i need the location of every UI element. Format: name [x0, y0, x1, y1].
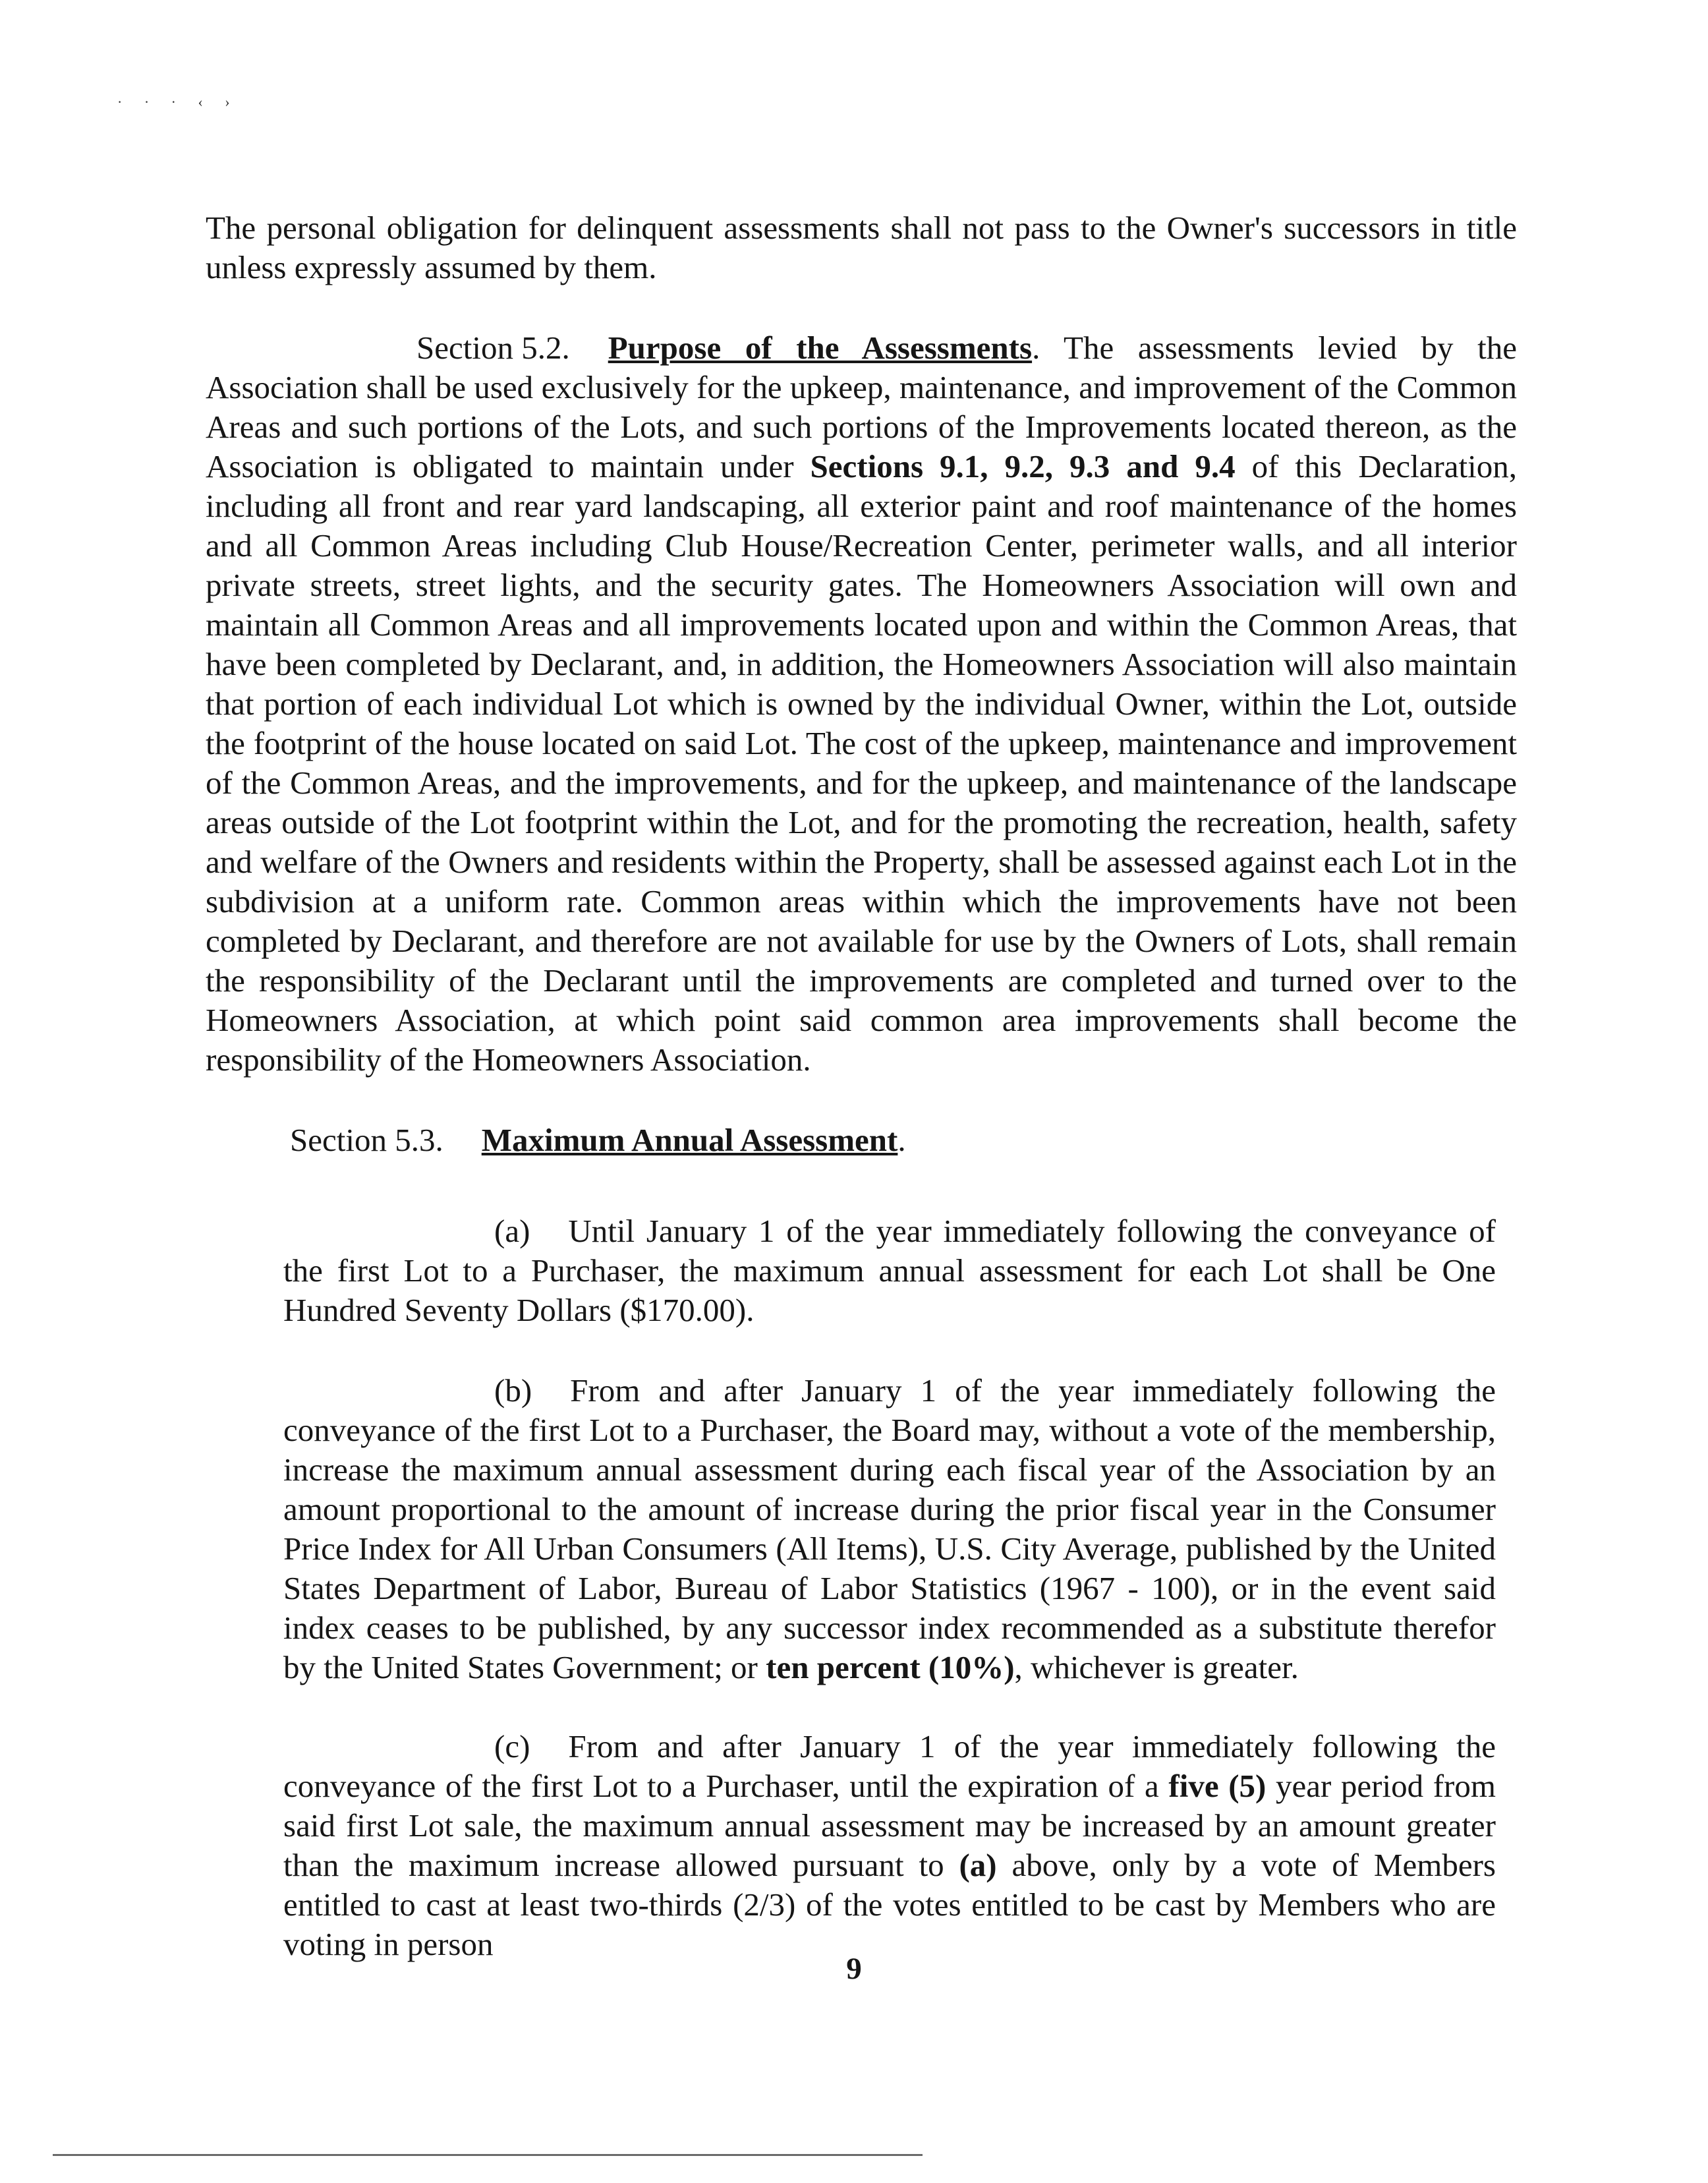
subsection-text-end: , whichever is greater. — [1014, 1649, 1299, 1685]
subsection-bold: ten percent (10%) — [766, 1649, 1015, 1685]
subsection-bold-period: five (5) — [1168, 1768, 1267, 1804]
scan-artifact-marks: · · · ‹ › — [117, 94, 239, 110]
paragraph-text: The personal obligation for delinquent assessments shall not pass to the Owner's successors in title unless expressly assumed by them. — [206, 210, 1517, 285]
subsection-label: (b) — [494, 1372, 532, 1409]
subsection-label: (a) — [494, 1213, 530, 1249]
subsection-b — [283, 1371, 1496, 1687]
section-text-continued: of this Declaration, including all front and rear yard landscaping, all exterior paint and roof maintenance of the homes and all Common Areas including Club House/Recreation Center, perimeter walls, and all interior private streets, street lights, and the security gates. The Homeowners Association will own and maintain all Common Areas and all improvements located upon and within the Common Areas, that have been completed by Declarant, and, in addition, the Homeowners Association will also maintain that portion of each individual Lot which is owned by the individual Owner, within the Lot, outside the footprint of the house located on said Lot. The cost of the upkeep, maintenance and improvement of the Common Areas, and the improvements, and for the upkeep, and maintenance of the landscape areas outside of the Lot footprint within the Lot, and for the promoting the recreation, health, safety and welfare of the Owners and residents within the Property, shall be assessed against each Lot in the subdivision at a uniform rate. Common areas within which the improvements have not been completed by Declarant, and therefore are not available for use by the Owners of Lots, shall remain the responsibility of the Declarant until the improvements are completed and turned over to the Homeowners Association, at which point said common area improvements shall become the responsibility of the Homeowners Association. — [206, 448, 1517, 1078]
subsection-text: Until January 1 of the year immediately following the conveyance of the first Lot to a Purchaser, the maximum annual assessment for each Lot shall be One Hundred Seventy Dollars ($170.00). — [283, 1213, 1496, 1328]
subsection-a — [283, 1211, 1496, 1330]
section-title: Purpose of the Assessments — [608, 330, 1033, 366]
subsection-text: From and after January 1 of the year immediately following the conveyance of the first Lot to a Purchaser, until the expiration of a — [283, 1728, 1496, 1804]
section-references: Sections 9.1, 9.2, 9.3 and 9.4 — [810, 448, 1236, 484]
section-text: . The assessments levied by the Association shall be used exclusively for the upkeep, maintenance, and improvement of the Common Areas and such portions of the Lots, and such portions of the Improvements located thereon, as the Association is obligated to maintain under — [206, 330, 1518, 484]
section-number: Section 5.3. — [290, 1122, 443, 1158]
subsection-text-middle: year period from said first Lot sale, the maximum annual assessment may be increased by an amount greater than the maximum increase allowed pursuant to — [283, 1768, 1496, 1883]
section-number: Section 5.2. — [416, 330, 570, 366]
section-5-3-heading — [290, 1121, 906, 1160]
subsection-text-end: above, only by a vote of Members entitled to cast at least two-thirds (2/3) of the votes entitled to be cast by Members who are voting in person — [283, 1847, 1496, 1962]
page-number: 9 — [846, 1952, 862, 1986]
subsection-bold-reference: (a) — [959, 1847, 997, 1883]
section-title: Maximum Annual Assessment — [481, 1122, 898, 1158]
paragraph-personal-obligation — [206, 208, 1517, 287]
section-5-2-paragraph — [206, 328, 1517, 1080]
subsection-text: From and after January 1 of the year immediately following the conveyance of the first Lot to a Purchaser, the Board may, without a vote of the membership, increase the maximum annual assessment during each fiscal year of the Association by an amount proportional to the amount of increase during the prior fiscal year in the Consumer Price Index for All Urban Consumers (All Items), U.S. City Average, published by the United States Department of Labor, Bureau of Labor Statistics (1967 - 100), or in the event said index ceases to be published, by any successor index recommended as a substitute therefor by the United States Government; or — [283, 1372, 1496, 1685]
subsection-label: (c) — [494, 1728, 530, 1764]
subsection-c — [283, 1727, 1496, 1964]
bottom-scan-rule — [53, 2154, 923, 2156]
title-period: . — [897, 1122, 906, 1158]
